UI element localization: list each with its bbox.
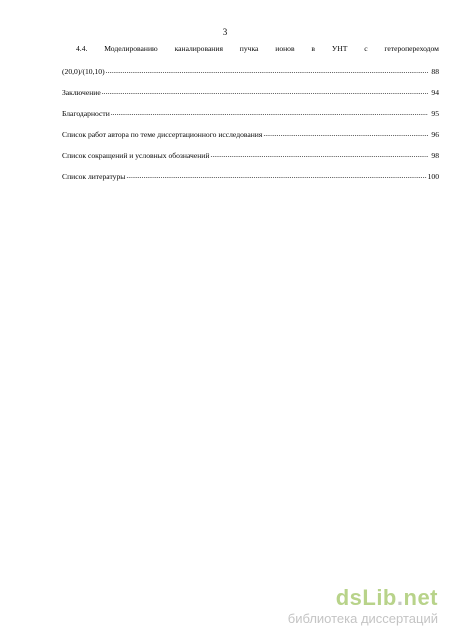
leader-dots: [263, 128, 428, 137]
toc-entry-label: Список литературы: [62, 172, 126, 181]
watermark-subtitle: библиотека диссертаций: [287, 611, 438, 626]
toc-entry-page: 98: [431, 151, 439, 160]
toc-word: в: [311, 44, 315, 53]
toc-entry-4-4-first-line: [62, 44, 439, 56]
toc-entry-label: Заключение: [62, 88, 101, 97]
toc-entry-label: (20,0)/(10,10): [62, 67, 105, 76]
leader-dots: [126, 170, 426, 179]
leader-dots: [210, 149, 428, 158]
dslib-logo: dsLib.net: [335, 585, 438, 610]
toc-word: Моделированию: [104, 44, 158, 53]
leader-dots: [106, 65, 428, 74]
toc-entry-page: 95: [431, 109, 439, 118]
toc-entry-references[interactable]: [62, 170, 439, 182]
toc-word: 4.4.: [76, 44, 88, 53]
toc-entry-4-4-continuation[interactable]: [62, 65, 439, 77]
toc-entry-author-publications[interactable]: [62, 128, 439, 140]
page-number: 3: [222, 27, 228, 37]
toc-entry-conclusion[interactable]: [62, 86, 439, 98]
toc-entry-page: 96: [431, 130, 439, 139]
toc-word: каналирования: [174, 44, 223, 53]
toc-word: УНТ: [331, 44, 348, 53]
toc-entry-page: 100: [427, 172, 439, 181]
table-of-contents: [62, 40, 439, 182]
toc-word: пучка: [239, 44, 259, 53]
toc-entry-page: 88: [431, 67, 439, 76]
toc-word: с: [364, 44, 368, 53]
toc-entry-label: Список сокращений и условных обозначений: [62, 151, 210, 160]
toc-entry-label: Список работ автора по теме диссертационного исследования: [62, 130, 263, 139]
dslib-watermark: [288, 587, 438, 627]
toc-word: гетеропереходом: [384, 44, 439, 53]
toc-word: ионов: [275, 44, 295, 53]
toc-entry-page: 94: [431, 88, 439, 97]
toc-entry-label: Благодарности: [62, 109, 110, 118]
toc-entry-acknowledgements[interactable]: [62, 107, 439, 119]
leader-dots: [102, 86, 428, 95]
toc-entry-abbreviations[interactable]: [62, 149, 439, 161]
leader-dots: [111, 107, 428, 116]
